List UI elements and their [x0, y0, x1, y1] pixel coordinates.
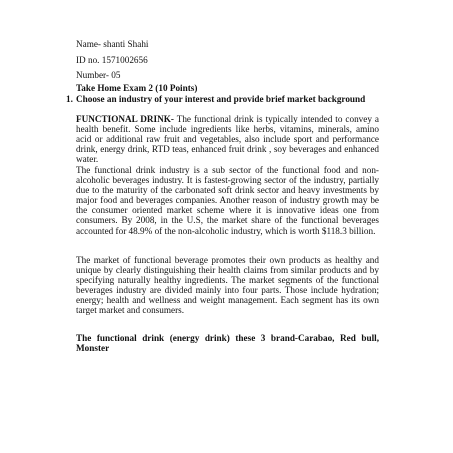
answer-paragraph-1 [76, 114, 379, 164]
question-number: 1. [66, 94, 73, 104]
answer-paragraph-1-text: The functional drink is typically intended to convey a health benefit. Some include ingredients like herbs, vitamins, minerals, amino acid or additional raw fruit and vegetables, also include sport and performance drink, energy drink, RTD teas, enhanced fruit drink , soy beverages and enhanced water. [76, 114, 379, 165]
question-text: Choose an industry of your interest and provide brief market background [76, 94, 366, 104]
answer-paragraph-3: The market of functional beverage promotes their own products as healthy and unique by clearly distinguishing their health claims from similar products and by specifying naturally healthy ingredients. The market segments of the functional beverages industry are divided mainly into four parts. Those include hydration; energy; health and wellness and weight management. Each segment has its own target market and consumers. [76, 255, 379, 316]
closing-statement: The functional drink (energy drink) these 3 brand-Carabao, Red bull, Monster [76, 333, 379, 354]
answer-paragraph-2: The functional drink industry is a sub sector of the functional food and non- alcoholic beverages industry. It is fastest-growing sector of the industry, partially due to the maturity of the carbonated soft drink sector and heavy investments by major food and beverages companies. Another reason of industry growth may be the consumer oriented market scheme where it is innovative ideas one from consumers. By 2008, in the U.S, the market share of the functional beverages accounted for 48.9% of the non-alcoholic industry, which is worth $118.3 billion. [76, 165, 379, 236]
student-number: Number- 05 [76, 70, 121, 80]
student-name: Name- shanti Shahi [76, 39, 149, 49]
student-id: ID no. 1571002656 [76, 55, 148, 65]
exam-title: Take Home Exam 2 (10 Points) [76, 83, 198, 93]
functional-drink-term: FUNCTIONAL DRINK- [76, 114, 174, 124]
